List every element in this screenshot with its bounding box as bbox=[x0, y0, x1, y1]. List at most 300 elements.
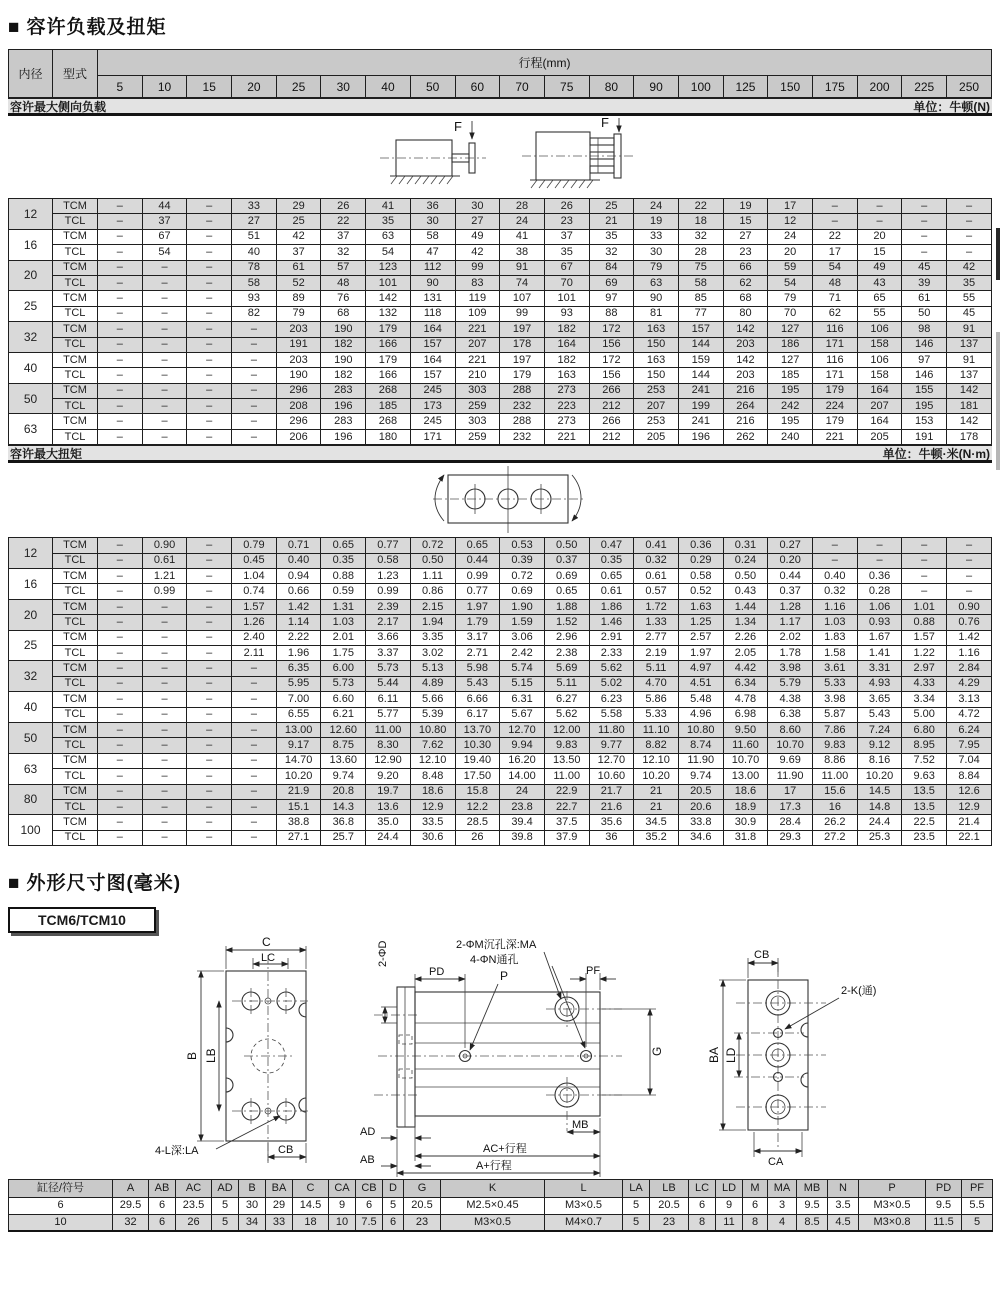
value-cell: 288 bbox=[500, 383, 545, 398]
value-cell: – bbox=[902, 229, 947, 244]
section-title-loads-text: 容许负载及扭矩 bbox=[26, 17, 167, 38]
type-cell: TCL bbox=[53, 275, 98, 290]
value-cell: 5.13 bbox=[410, 661, 455, 676]
value-cell: 45 bbox=[902, 260, 947, 275]
value-cell: 266 bbox=[589, 383, 634, 398]
value-cell: 79 bbox=[634, 260, 679, 275]
value-cell: 1.79 bbox=[455, 615, 500, 630]
value-cell: 4.89 bbox=[410, 676, 455, 691]
page-edge-mark bbox=[996, 332, 1000, 470]
value-cell: – bbox=[98, 214, 143, 229]
value-cell: 241 bbox=[678, 383, 723, 398]
data-row-40-TCM bbox=[9, 692, 992, 707]
section-title-dims bbox=[8, 868, 992, 895]
type-cell: TCL bbox=[53, 707, 98, 722]
data-row-63-TCL bbox=[9, 769, 992, 784]
stroke-header-table bbox=[8, 49, 992, 98]
value-cell: 10.80 bbox=[410, 722, 455, 737]
value-cell: 13.5 bbox=[902, 799, 947, 814]
value-cell: 69 bbox=[589, 275, 634, 290]
data-row-20-TCM bbox=[9, 260, 992, 275]
value-cell: – bbox=[98, 676, 143, 691]
dim-header-cell: CB bbox=[356, 1180, 383, 1198]
dim-label-ba: BA bbox=[707, 1047, 721, 1064]
value-cell: 28.4 bbox=[768, 815, 813, 830]
value-cell: 6.66 bbox=[455, 692, 500, 707]
value-cell: – bbox=[187, 615, 232, 630]
dim-cell: 6 bbox=[356, 1198, 383, 1215]
dim-label-ld: LD bbox=[724, 1047, 738, 1064]
value-cell: 10.70 bbox=[723, 753, 768, 768]
value-cell: 33 bbox=[634, 229, 679, 244]
dim-header-cell: D bbox=[383, 1180, 404, 1198]
stroke-col-header: 225 bbox=[902, 76, 947, 98]
stroke-col-header: 40 bbox=[366, 76, 411, 98]
dim-header-cell: MA bbox=[768, 1180, 797, 1198]
value-cell: – bbox=[187, 769, 232, 784]
dim-header-cell: LA bbox=[623, 1180, 650, 1198]
data-row-20-TCL bbox=[9, 615, 992, 630]
value-cell: 0.88 bbox=[902, 615, 947, 630]
stroke-col-header: 60 bbox=[455, 76, 500, 98]
value-cell: 1.86 bbox=[589, 599, 634, 614]
value-cell: 1.57 bbox=[902, 630, 947, 645]
value-cell: 1.90 bbox=[500, 599, 545, 614]
value-cell: 1.22 bbox=[902, 645, 947, 660]
value-cell: 35 bbox=[544, 245, 589, 260]
value-cell: – bbox=[902, 245, 947, 260]
value-cell: 3.37 bbox=[366, 645, 411, 660]
value-cell: – bbox=[98, 830, 143, 845]
dim-label-lc: LC bbox=[261, 952, 276, 965]
value-cell: 10.30 bbox=[455, 738, 500, 753]
value-cell: 186 bbox=[768, 337, 813, 352]
value-cell: 1.97 bbox=[455, 599, 500, 614]
value-cell: 11.00 bbox=[813, 769, 858, 784]
value-cell: 10.20 bbox=[276, 769, 321, 784]
counterbore-note: 2-ΦM沉孔深:MA bbox=[456, 939, 537, 952]
value-cell: 4.70 bbox=[634, 676, 679, 691]
value-cell: – bbox=[98, 722, 143, 737]
data-row-25-TCM bbox=[9, 291, 992, 306]
value-cell: – bbox=[98, 692, 143, 707]
value-cell: 7.95 bbox=[947, 738, 992, 753]
dim-cell: 5.5 bbox=[962, 1198, 993, 1215]
value-cell: 9.77 bbox=[589, 738, 634, 753]
dim-header-cell: C bbox=[293, 1180, 329, 1198]
data-row-16-TCM bbox=[9, 229, 992, 244]
data-row-32-TCL bbox=[9, 676, 992, 691]
value-cell: 0.31 bbox=[723, 538, 768, 553]
value-cell: – bbox=[142, 738, 187, 753]
value-cell: 25.3 bbox=[857, 830, 902, 845]
data-row-63-TCL bbox=[9, 429, 992, 444]
value-cell: 0.65 bbox=[589, 569, 634, 584]
value-cell: 39 bbox=[902, 275, 947, 290]
value-cell: 0.57 bbox=[634, 584, 679, 599]
value-cell: 2.17 bbox=[366, 615, 411, 630]
value-cell: – bbox=[232, 815, 277, 830]
value-cell: 163 bbox=[544, 368, 589, 383]
value-cell: 190 bbox=[276, 368, 321, 383]
value-cell: 0.65 bbox=[455, 538, 500, 553]
side-load-diagram bbox=[8, 116, 992, 198]
type-cell: TCM bbox=[53, 199, 98, 214]
value-cell: – bbox=[232, 337, 277, 352]
value-cell: 9.12 bbox=[857, 738, 902, 753]
torque-band-title: 容许最大扭矩 bbox=[10, 446, 83, 461]
data-row-80-TCL bbox=[9, 799, 992, 814]
value-cell: 13.5 bbox=[902, 784, 947, 799]
value-cell: 30 bbox=[455, 199, 500, 214]
value-cell: 93 bbox=[544, 306, 589, 321]
value-cell: 18.9 bbox=[723, 799, 768, 814]
value-cell: 37 bbox=[544, 229, 589, 244]
data-row-12-TCM bbox=[9, 199, 992, 214]
value-cell: 0.99 bbox=[142, 584, 187, 599]
value-cell: 0.72 bbox=[410, 538, 455, 553]
value-cell: 21 bbox=[589, 214, 634, 229]
type-cell: TCM bbox=[53, 753, 98, 768]
value-cell: – bbox=[232, 769, 277, 784]
value-cell: 35 bbox=[589, 229, 634, 244]
value-cell: 91 bbox=[947, 322, 992, 337]
dim-cell: 9.5 bbox=[926, 1198, 962, 1215]
value-cell: 180 bbox=[366, 429, 411, 444]
type-cell: TCM bbox=[53, 383, 98, 398]
value-cell: 18.6 bbox=[723, 784, 768, 799]
value-cell: 1.04 bbox=[232, 569, 277, 584]
dimension-table bbox=[8, 1179, 993, 1232]
end-view-drawing bbox=[707, 949, 876, 1168]
value-cell: 224 bbox=[813, 399, 858, 414]
value-cell: 131 bbox=[410, 291, 455, 306]
value-cell: 159 bbox=[678, 352, 723, 367]
dim-cell: M3×0.5 bbox=[545, 1198, 623, 1215]
value-cell: 182 bbox=[544, 352, 589, 367]
value-cell: 1.42 bbox=[947, 630, 992, 645]
value-cell: 216 bbox=[723, 383, 768, 398]
stroke-col-header: 50 bbox=[410, 76, 455, 98]
value-cell: 242 bbox=[768, 399, 813, 414]
value-cell: 30.6 bbox=[410, 830, 455, 845]
value-cell: 4.51 bbox=[678, 676, 723, 691]
value-cell: 37.9 bbox=[544, 830, 589, 845]
value-cell: 0.59 bbox=[321, 584, 366, 599]
value-cell: – bbox=[98, 306, 143, 321]
value-cell: 24 bbox=[500, 214, 545, 229]
value-cell: – bbox=[232, 799, 277, 814]
bore-cell: 40 bbox=[9, 352, 53, 383]
through-label-k: 2-K(通) bbox=[841, 985, 877, 998]
value-cell: 199 bbox=[678, 399, 723, 414]
value-cell: – bbox=[142, 368, 187, 383]
value-cell: 116 bbox=[813, 352, 858, 367]
value-cell: 5.33 bbox=[634, 707, 679, 722]
value-cell: 4.97 bbox=[678, 661, 723, 676]
value-cell: – bbox=[187, 429, 232, 444]
type-cell: TCL bbox=[53, 306, 98, 321]
value-cell: 30.9 bbox=[723, 815, 768, 830]
value-cell: 26 bbox=[455, 830, 500, 845]
value-cell: – bbox=[98, 753, 143, 768]
dim-label-ca: CA bbox=[768, 1156, 784, 1169]
type-cell: TCM bbox=[53, 569, 98, 584]
value-cell: – bbox=[142, 799, 187, 814]
value-cell: 3.98 bbox=[813, 692, 858, 707]
value-cell: 4.33 bbox=[902, 676, 947, 691]
value-cell: 27.2 bbox=[813, 830, 858, 845]
value-cell: – bbox=[98, 569, 143, 584]
value-cell: 208 bbox=[276, 399, 321, 414]
value-cell: 66 bbox=[723, 260, 768, 275]
value-cell: – bbox=[142, 630, 187, 645]
value-cell: 210 bbox=[455, 368, 500, 383]
value-cell: – bbox=[142, 399, 187, 414]
value-cell: – bbox=[98, 815, 143, 830]
dim-cell: 18 bbox=[293, 1214, 329, 1231]
value-cell: 68 bbox=[321, 306, 366, 321]
value-cell: 12.2 bbox=[455, 799, 500, 814]
value-cell: – bbox=[98, 799, 143, 814]
type-cell: TCL bbox=[53, 584, 98, 599]
value-cell: 5.02 bbox=[589, 676, 634, 691]
dim-cell: 5 bbox=[623, 1198, 650, 1215]
type-cell: TCL bbox=[53, 676, 98, 691]
bore-cell: 16 bbox=[9, 229, 53, 260]
value-cell: – bbox=[232, 661, 277, 676]
dim-cell: 34 bbox=[239, 1214, 266, 1231]
value-cell: 241 bbox=[678, 414, 723, 429]
value-cell: 0.99 bbox=[366, 584, 411, 599]
value-cell: – bbox=[902, 569, 947, 584]
value-cell: 196 bbox=[321, 399, 366, 414]
value-cell: 12.9 bbox=[410, 799, 455, 814]
value-cell: 0.66 bbox=[276, 584, 321, 599]
dim-cell: 6 bbox=[689, 1198, 716, 1215]
value-cell: – bbox=[187, 306, 232, 321]
dim-cell: M4×0.7 bbox=[545, 1214, 623, 1231]
value-cell: 1.96 bbox=[276, 645, 321, 660]
page-edge-mark bbox=[996, 228, 1000, 280]
value-cell: 35.0 bbox=[366, 815, 411, 830]
value-cell: 20 bbox=[768, 245, 813, 260]
value-cell: 5.77 bbox=[366, 707, 411, 722]
value-cell: 17.3 bbox=[768, 799, 813, 814]
value-cell: 2.91 bbox=[589, 630, 634, 645]
value-cell: – bbox=[902, 214, 947, 229]
value-cell: 1.31 bbox=[321, 599, 366, 614]
value-cell: 127 bbox=[768, 352, 813, 367]
value-cell: 273 bbox=[544, 383, 589, 398]
value-cell: 4.29 bbox=[947, 676, 992, 691]
data-row-12-TCL bbox=[9, 553, 992, 568]
value-cell: 27.1 bbox=[276, 830, 321, 845]
value-cell: 172 bbox=[589, 322, 634, 337]
stroke-col-header: 200 bbox=[857, 76, 902, 98]
value-cell: 5.87 bbox=[813, 707, 858, 722]
data-row-63-TCM bbox=[9, 753, 992, 768]
value-cell: – bbox=[142, 615, 187, 630]
torque-table bbox=[8, 537, 992, 846]
stroke-col-header: 25 bbox=[276, 76, 321, 98]
value-cell: 22 bbox=[321, 214, 366, 229]
value-cell: 5.39 bbox=[410, 707, 455, 722]
value-cell: 2.77 bbox=[634, 630, 679, 645]
value-cell: 6.11 bbox=[366, 692, 411, 707]
value-cell: 85 bbox=[678, 291, 723, 306]
value-cell: 34.6 bbox=[678, 830, 723, 845]
stroke-col-header: 250 bbox=[947, 76, 992, 98]
value-cell: 13.6 bbox=[366, 799, 411, 814]
value-cell: 0.32 bbox=[634, 553, 679, 568]
value-cell: – bbox=[98, 553, 143, 568]
value-cell: 81 bbox=[634, 306, 679, 321]
value-cell: – bbox=[187, 322, 232, 337]
value-cell: 22.7 bbox=[544, 799, 589, 814]
stroke-col-header: 70 bbox=[500, 76, 545, 98]
value-cell: 62 bbox=[723, 275, 768, 290]
type-cell: TCL bbox=[53, 615, 98, 630]
type-cell: TCM bbox=[53, 260, 98, 275]
value-cell: 5.43 bbox=[857, 707, 902, 722]
value-cell: 5.43 bbox=[455, 676, 500, 691]
value-cell: – bbox=[232, 368, 277, 383]
value-cell: 28.5 bbox=[455, 815, 500, 830]
dim-cell: 3 bbox=[768, 1198, 797, 1215]
dim-header-cell: M bbox=[743, 1180, 768, 1198]
value-cell: 245 bbox=[410, 414, 455, 429]
value-cell: 16 bbox=[813, 799, 858, 814]
value-cell: 3.98 bbox=[768, 661, 813, 676]
value-cell: 12 bbox=[768, 214, 813, 229]
dim-cell: 7.5 bbox=[356, 1214, 383, 1231]
value-cell: 3.31 bbox=[857, 661, 902, 676]
value-cell: 37 bbox=[276, 245, 321, 260]
value-cell: 33.8 bbox=[678, 815, 723, 830]
value-cell: 27 bbox=[455, 214, 500, 229]
value-cell: 17.50 bbox=[455, 769, 500, 784]
dim-cell: 3.5 bbox=[828, 1198, 859, 1215]
value-cell: 13.50 bbox=[544, 753, 589, 768]
value-cell: 2.01 bbox=[321, 630, 366, 645]
value-cell: 190 bbox=[321, 322, 366, 337]
value-cell: 157 bbox=[410, 368, 455, 383]
value-cell: – bbox=[187, 722, 232, 737]
value-cell: 83 bbox=[455, 275, 500, 290]
value-cell: 156 bbox=[589, 337, 634, 352]
value-cell: 0.47 bbox=[589, 538, 634, 553]
value-cell: 4.78 bbox=[723, 692, 768, 707]
dim-header-cell: AD bbox=[212, 1180, 239, 1198]
value-cell: 5.98 bbox=[455, 661, 500, 676]
value-cell: 80 bbox=[723, 306, 768, 321]
value-cell: 29 bbox=[276, 199, 321, 214]
value-cell: 2.40 bbox=[232, 630, 277, 645]
value-cell: 5.73 bbox=[366, 661, 411, 676]
dim-cell: 10 bbox=[9, 1214, 113, 1231]
value-cell: 12.00 bbox=[544, 722, 589, 737]
value-cell: 1.26 bbox=[232, 615, 277, 630]
dim-header-cell: BA bbox=[266, 1180, 293, 1198]
value-cell: 112 bbox=[410, 260, 455, 275]
value-cell: 221 bbox=[455, 322, 500, 337]
type-cell: TCM bbox=[53, 414, 98, 429]
dim-cell: 6 bbox=[9, 1198, 113, 1215]
value-cell: – bbox=[232, 692, 277, 707]
value-cell: 82 bbox=[232, 306, 277, 321]
dim-label-la: 4-L深:LA bbox=[155, 1145, 199, 1158]
dim-cell: M3×0.8 bbox=[859, 1214, 926, 1231]
value-cell: – bbox=[813, 538, 858, 553]
value-cell: – bbox=[187, 291, 232, 306]
value-cell: 0.36 bbox=[857, 569, 902, 584]
value-cell: 6.31 bbox=[500, 692, 545, 707]
value-cell: 1.57 bbox=[232, 599, 277, 614]
value-cell: 7.00 bbox=[276, 692, 321, 707]
value-cell: 8.30 bbox=[366, 738, 411, 753]
dim-row-10 bbox=[9, 1214, 993, 1231]
value-cell: 93 bbox=[232, 291, 277, 306]
value-cell: 97 bbox=[589, 291, 634, 306]
data-row-32-TCM bbox=[9, 661, 992, 676]
value-cell: 150 bbox=[634, 337, 679, 352]
value-cell: 67 bbox=[142, 229, 187, 244]
value-cell: 144 bbox=[678, 337, 723, 352]
value-cell: 6.23 bbox=[589, 692, 634, 707]
value-cell: 9.83 bbox=[544, 738, 589, 753]
value-cell: 178 bbox=[500, 337, 545, 352]
bore-cell: 50 bbox=[9, 383, 53, 414]
data-row-25-TCL bbox=[9, 306, 992, 321]
value-cell: – bbox=[142, 322, 187, 337]
value-cell: 142 bbox=[723, 352, 768, 367]
dim-label-pd: PD bbox=[429, 966, 445, 979]
value-cell: 303 bbox=[455, 383, 500, 398]
value-cell: – bbox=[187, 661, 232, 676]
value-cell: – bbox=[98, 429, 143, 444]
value-cell: 5.79 bbox=[768, 676, 813, 691]
value-cell: 0.52 bbox=[678, 584, 723, 599]
value-cell: 0.29 bbox=[678, 553, 723, 568]
dim-label-c: C bbox=[262, 935, 271, 950]
value-cell: – bbox=[98, 337, 143, 352]
value-cell: – bbox=[187, 738, 232, 753]
data-row-100-TCM bbox=[9, 815, 992, 830]
value-cell: 273 bbox=[544, 414, 589, 429]
value-cell: – bbox=[98, 738, 143, 753]
value-cell: 30 bbox=[634, 245, 679, 260]
bore-cell: 40 bbox=[9, 692, 53, 723]
value-cell: 195 bbox=[768, 414, 813, 429]
value-cell: 179 bbox=[366, 352, 411, 367]
type-cell: TCM bbox=[53, 291, 98, 306]
value-cell: 47 bbox=[410, 245, 455, 260]
value-cell: 0.58 bbox=[678, 569, 723, 584]
value-cell: 10.20 bbox=[634, 769, 679, 784]
value-cell: 8.95 bbox=[902, 738, 947, 753]
value-cell: – bbox=[142, 769, 187, 784]
value-cell: 23 bbox=[723, 245, 768, 260]
value-cell: 21.4 bbox=[947, 815, 992, 830]
value-cell: – bbox=[98, 538, 143, 553]
value-cell: 1.97 bbox=[678, 645, 723, 660]
value-cell: – bbox=[142, 429, 187, 444]
value-cell: 268 bbox=[366, 414, 411, 429]
value-cell: 61 bbox=[276, 260, 321, 275]
value-cell: – bbox=[98, 245, 143, 260]
value-cell: 1.03 bbox=[321, 615, 366, 630]
